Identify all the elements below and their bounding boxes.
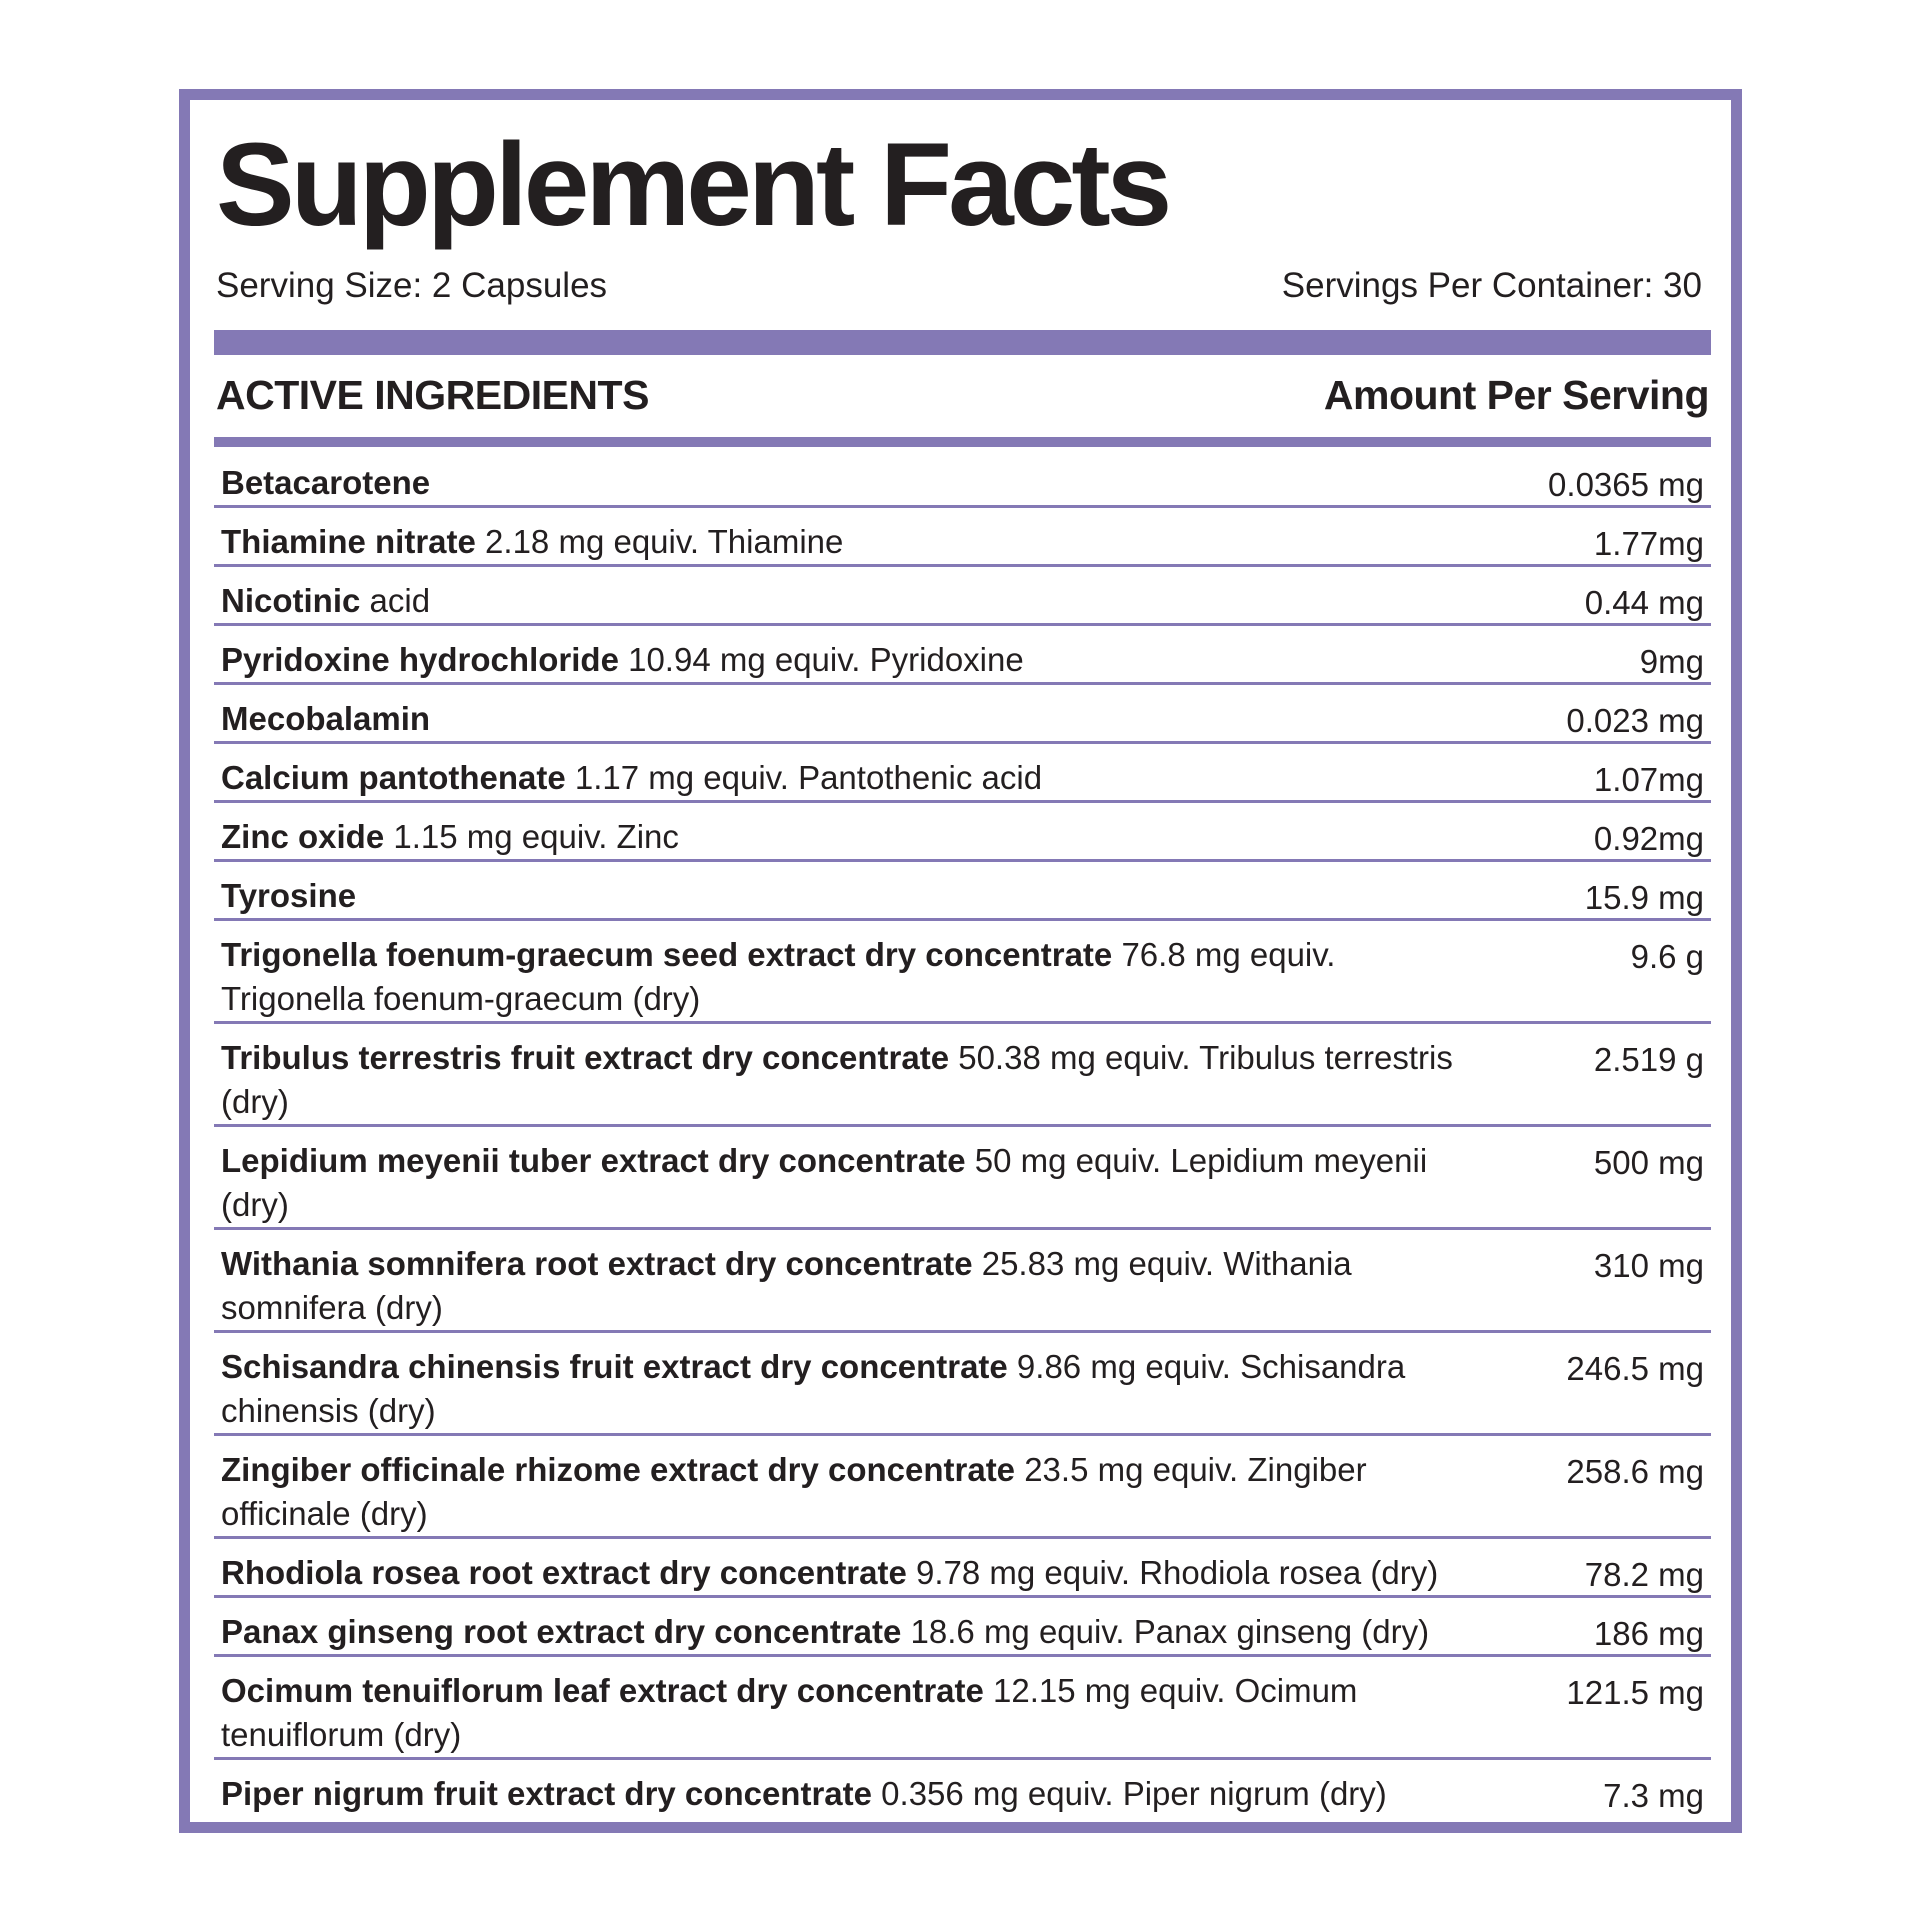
ingredient-name: Withania somnifera root extract dry concentrate 25.83 mg equiv. Withania somnifera (dry): [221, 1245, 1352, 1326]
table-row: [214, 1598, 1711, 1657]
table-row: [214, 1127, 1711, 1230]
ingredient-amount: 78.2 mg: [1584, 1556, 1704, 1593]
amount-per-serving-header: Amount Per Serving: [1323, 372, 1709, 418]
ingredient-amount: 246.5 mg: [1566, 1350, 1704, 1387]
table-row: [214, 744, 1711, 803]
ingredient-name: Piper nigrum fruit extract dry concentrate 0.356 mg equiv. Piper nigrum (dry): [221, 1775, 1387, 1812]
ingredient-amount: 121.5 mg: [1566, 1674, 1704, 1711]
ingredient-name: Panax ginseng root extract dry concentrate 18.6 mg equiv. Panax ginseng (dry): [221, 1613, 1430, 1650]
table-row: [214, 449, 1711, 508]
ingredient-amount: 1.77mg: [1593, 525, 1704, 562]
table-row: [214, 626, 1711, 685]
ingredient-name: Rhodiola rosea root extract dry concentrate 9.78 mg equiv. Rhodiola rosea (dry): [221, 1554, 1439, 1591]
ingredient-amount: 258.6 mg: [1566, 1453, 1704, 1490]
table-row: [214, 1539, 1711, 1598]
ingredient-name: Nicotinic acid: [221, 582, 431, 619]
ingredient-name: Mecobalamin: [221, 700, 431, 737]
ingredient-amount: 9.6 g: [1630, 938, 1704, 975]
active-ingredients-header: ACTIVE INGREDIENTS: [216, 372, 649, 418]
thick-divider: [214, 330, 1711, 355]
table-row: [214, 1024, 1711, 1127]
ingredient-amount: 15.9 mg: [1584, 879, 1704, 916]
table-row: [214, 1333, 1711, 1436]
ingredient-name: Lepidium meyenii tuber extract dry concentrate 50 mg equiv. Lepidium meyenii (dry): [221, 1142, 1428, 1223]
panel-title: Supplement Facts: [216, 119, 1169, 251]
ingredient-amount: 9mg: [1639, 643, 1704, 680]
table-row: [214, 1760, 1711, 1819]
table-row: [214, 1657, 1711, 1760]
ingredient-name: Trigonella foenum-graecum seed extract dry concentrate 76.8 mg equiv. Trigonella foenum-graecum (dry): [221, 936, 1336, 1017]
ingredient-amount: 186 mg: [1593, 1615, 1704, 1652]
ingredient-table: [214, 449, 1711, 1819]
table-row: [214, 1436, 1711, 1539]
table-row: [214, 803, 1711, 862]
table-row: [214, 1230, 1711, 1333]
header-divider: [214, 437, 1711, 447]
ingredient-amount: 2.519 g: [1593, 1041, 1704, 1078]
ingredient-name: Pyridoxine hydrochloride 10.94 mg equiv. Pyridoxine: [221, 641, 1024, 678]
ingredient-amount: 0.0365 mg: [1548, 466, 1704, 503]
ingredient-name: Zinc oxide 1.15 mg equiv. Zinc: [221, 818, 679, 855]
ingredient-name: Ocimum tenuiflorum leaf extract dry concentrate 12.15 mg equiv. Ocimum tenuiflorum (dry): [221, 1672, 1358, 1753]
serving-size: Serving Size: 2 Capsules: [216, 266, 608, 305]
ingredient-name: Calcium pantothenate 1.17 mg equiv. Pantothenic acid: [221, 759, 1043, 796]
ingredient-amount: 0.023 mg: [1566, 702, 1704, 739]
ingredient-name: Tribulus terrestris fruit extract dry concentrate 50.38 mg equiv. Tribulus terrestris (dry): [221, 1039, 1453, 1120]
ingredient-amount: 0.44 mg: [1584, 584, 1704, 621]
ingredient-name: Zingiber officinale rhizome extract dry concentrate 23.5 mg equiv. Zingiber officinale (dry): [221, 1451, 1367, 1532]
ingredient-amount: 310 mg: [1593, 1247, 1704, 1284]
servings-per-container: Servings Per Container: 30: [1281, 266, 1702, 305]
table-row: [214, 508, 1711, 567]
ingredient-amount: 7.3 mg: [1603, 1777, 1704, 1814]
ingredient-name: Betacarotene: [221, 464, 431, 501]
table-row: [214, 921, 1711, 1024]
ingredient-amount: 0.92mg: [1593, 820, 1704, 857]
ingredient-name: Thiamine nitrate 2.18 mg equiv. Thiamine: [221, 523, 844, 560]
table-row: [214, 862, 1711, 921]
ingredient-name: Schisandra chinensis fruit extract dry concentrate 9.86 mg equiv. Schisandra chinensis (dry): [221, 1348, 1406, 1429]
ingredient-name: Tyrosine: [221, 877, 357, 914]
supplement-facts-panel: [179, 89, 1742, 1833]
table-row: [214, 567, 1711, 626]
ingredient-amount: 1.07mg: [1593, 761, 1704, 798]
table-row: [214, 685, 1711, 744]
ingredient-amount: 500 mg: [1593, 1144, 1704, 1181]
